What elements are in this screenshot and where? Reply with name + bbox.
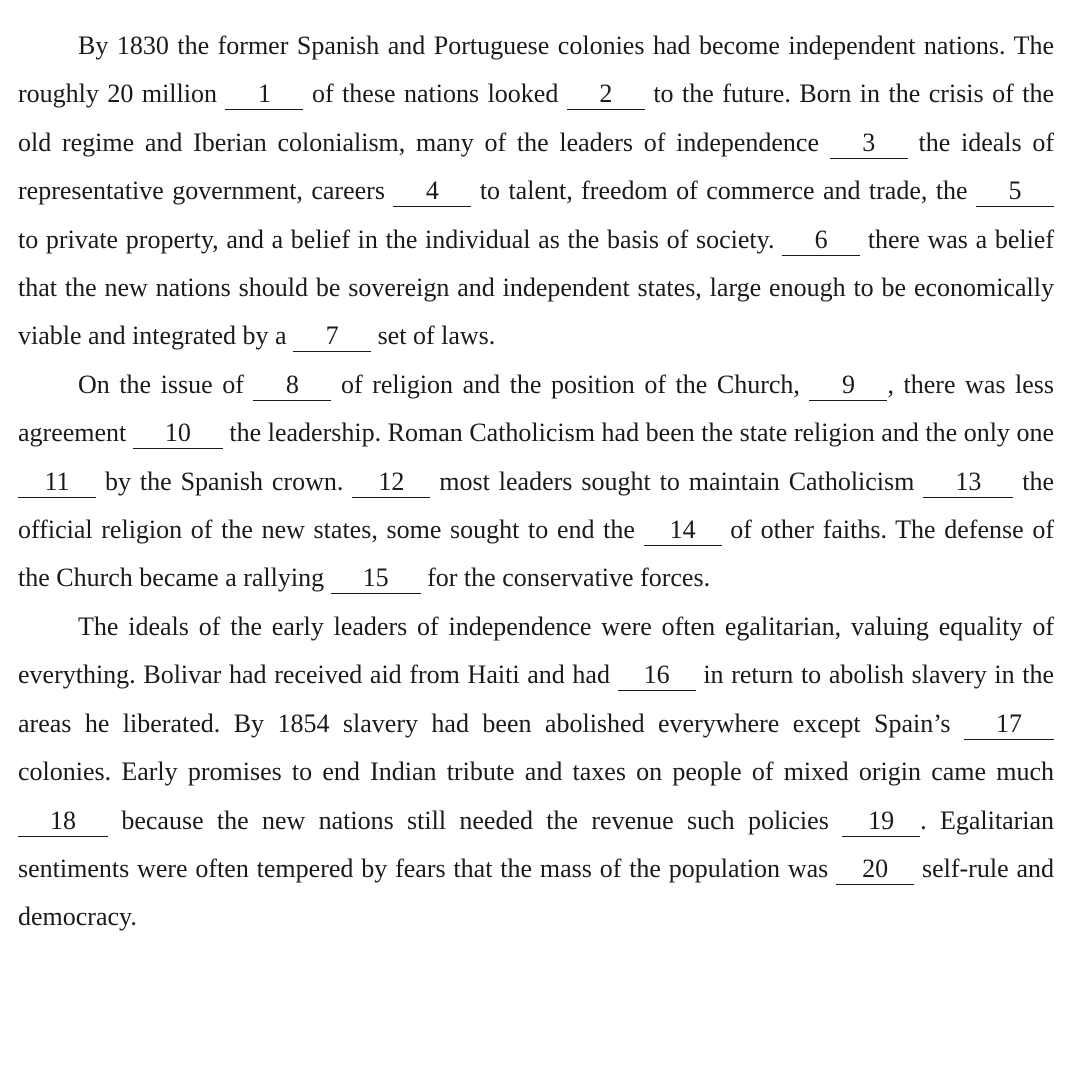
text-segment: to private property, and a belief in the individual as the basis of society. — [18, 224, 775, 254]
text-segment: to the future. Born in the crisis of the old regime and Iberian colonialism, many of the leaders of independence — [18, 79, 1055, 157]
blank-12[interactable]: 12 — [352, 467, 430, 498]
paragraph-2 — [18, 361, 1054, 603]
blank-17[interactable]: 17 — [964, 709, 1054, 740]
blank-4[interactable]: 4 — [393, 176, 471, 207]
blank-20[interactable]: 20 — [836, 854, 914, 885]
text-segment: because the new nations still needed the revenue such policies — [121, 805, 829, 835]
text-segment: set of laws. — [377, 321, 496, 351]
blank-2[interactable]: 2 — [567, 79, 645, 110]
text-segment: , there was less agreement — [18, 369, 1055, 448]
text-segment: to talent, freedom of commerce and trade, the — [479, 176, 968, 206]
blank-19[interactable]: 19 — [842, 806, 920, 837]
blank-13[interactable]: 13 — [923, 467, 1013, 498]
blank-15[interactable]: 15 — [331, 563, 421, 594]
blank-3[interactable]: 3 — [830, 128, 908, 159]
blank-8[interactable]: 8 — [253, 370, 331, 401]
text-segment: By 1830 the former Spanish and Portuguese colonies had become independent nations. The roughly 20 million — [18, 31, 1054, 109]
blank-18[interactable]: 18 — [18, 806, 108, 837]
text-segment: colonies. Early promises to end Indian tribute and taxes on people of mixed origin came much — [18, 757, 1054, 787]
text-segment: . Egalitarian sentiments were often tempered by fears that the mass of the population was — [18, 805, 1055, 883]
text-segment: for the conservative forces. — [427, 563, 711, 593]
text-segment: the official religion of the new states, some sought to end the — [18, 466, 1055, 545]
blank-11[interactable]: 11 — [18, 467, 96, 498]
paragraph-3 — [18, 603, 1054, 942]
text-segment: in return to abolish slavery in the areas he liberated. By 1854 slavery had been abolished everywhere except Spain’s — [18, 660, 1055, 738]
text-segment: by the Spanish crown. — [104, 466, 344, 496]
blank-6[interactable]: 6 — [782, 225, 860, 256]
text-segment: On the issue of — [78, 369, 244, 399]
blank-9[interactable]: 9 — [809, 370, 887, 401]
text-segment: the ideals of representative government, careers — [18, 127, 1055, 206]
blank-16[interactable]: 16 — [618, 660, 696, 691]
text-segment: there was a belief that the new nations should be sovereign and independent states, large enough to be economically viable and integrated by a — [18, 224, 1055, 351]
blank-14[interactable]: 14 — [644, 515, 722, 546]
blank-5[interactable]: 5 — [976, 176, 1054, 207]
paragraph-1 — [18, 22, 1054, 361]
blank-10[interactable]: 10 — [133, 418, 223, 449]
text-segment: of other faiths. The defense of the Church became a rallying — [18, 515, 1054, 593]
text-segment: self-rule and democracy. — [18, 853, 1054, 932]
blank-1[interactable]: 1 — [225, 79, 303, 110]
text-segment: of these nations looked — [311, 79, 559, 109]
text-segment: of religion and the position of the Church, — [340, 369, 800, 399]
text-segment: The ideals of the early leaders of independence were often egalitarian, valuing equality of everything. Bolivar had received aid from Haiti and had — [18, 611, 1054, 690]
blank-7[interactable]: 7 — [293, 321, 371, 352]
text-segment: most leaders sought to maintain Catholicism — [439, 466, 915, 496]
text-segment: the leadership. Roman Catholicism had been the state religion and the only one — [229, 418, 1055, 448]
